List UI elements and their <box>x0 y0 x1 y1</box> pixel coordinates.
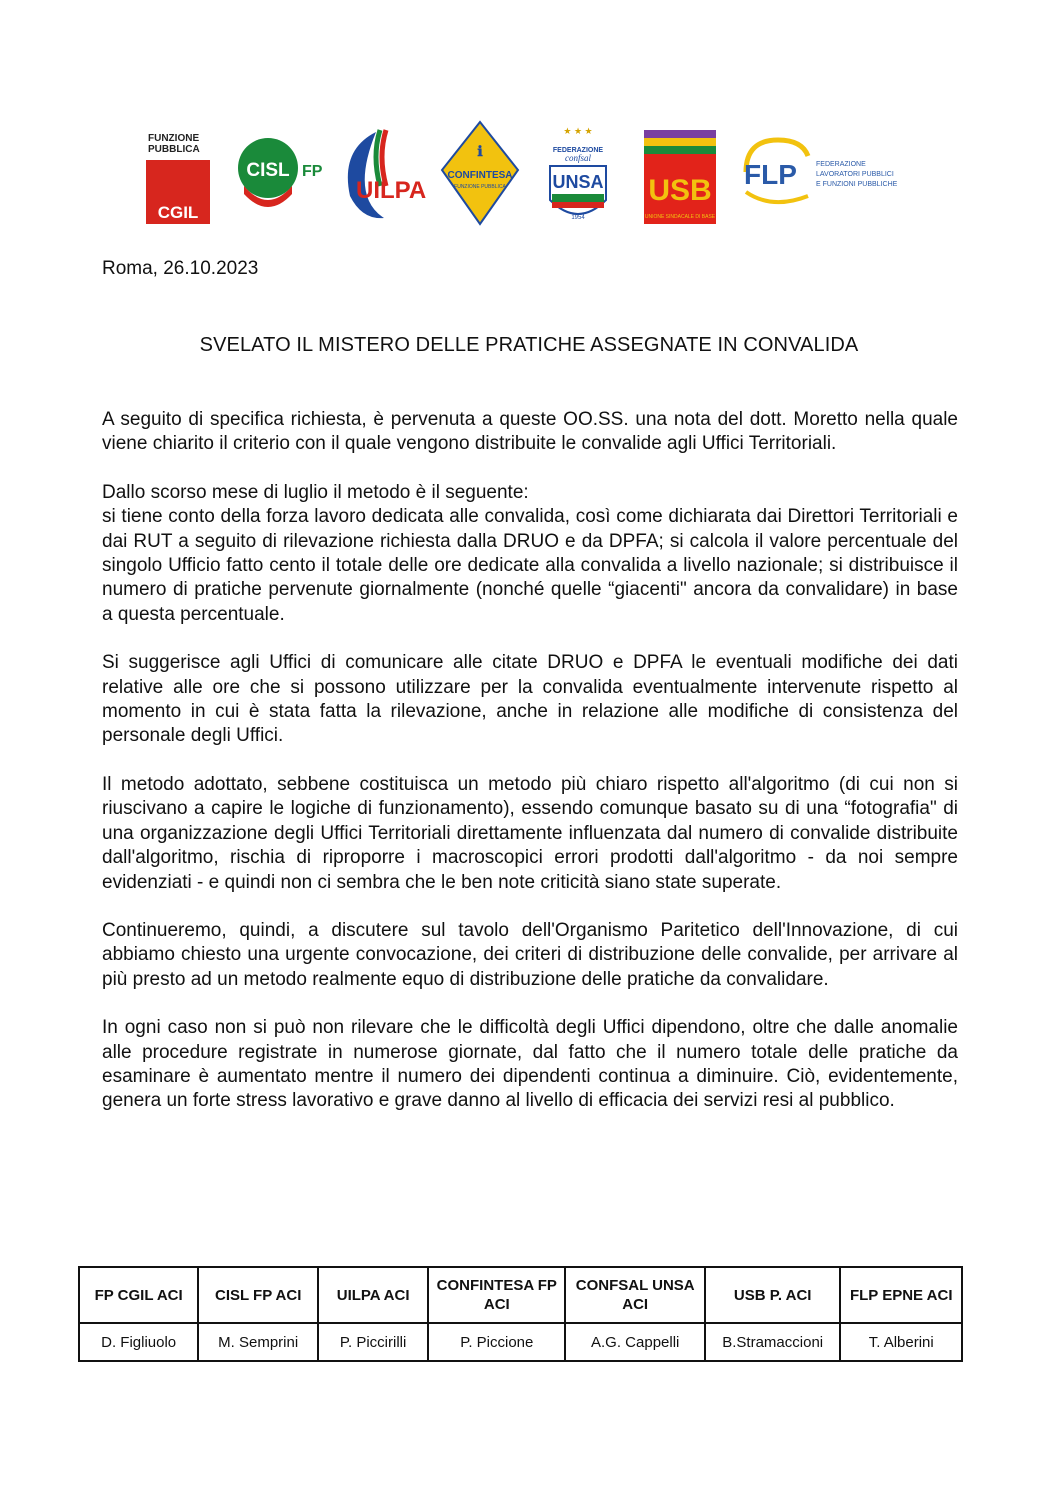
table-cell: M. Semprini <box>198 1323 318 1361</box>
signature-header-row <box>79 1267 962 1323</box>
svg-text:UILPA: UILPA <box>356 177 426 204</box>
usb-logo <box>644 130 718 226</box>
uilpa-logo <box>336 126 426 222</box>
signature-table <box>78 1266 963 1362</box>
table-cell: P. Piccirilli <box>318 1323 428 1361</box>
svg-text:CGIL: CGIL <box>157 203 199 222</box>
svg-text:LAVORATORI PUBBLICI: LAVORATORI PUBBLICI <box>816 171 894 178</box>
svg-text:FEDERAZIONE: FEDERAZIONE <box>552 147 604 154</box>
table-cell: D. Figliuolo <box>79 1323 198 1361</box>
svg-text:E FUNZIONI PUBBLICHE: E FUNZIONI PUBBLICHE <box>816 181 898 188</box>
svg-text:confsal: confsal <box>565 153 591 163</box>
table-header-cell: USB P. ACI <box>705 1267 841 1323</box>
paragraph: Continueremo, quindi, a discutere sul tavolo dell'Organismo Paritetico dell'Innovazione, di cui abbiamo chiesto una urgente convocazione, dei criteri di distribuzione delle convalide, per arrivare al più presto ad un metodo realmente equo di distribuzione delle pratiche da convalidare. <box>102 919 958 990</box>
table-header-cell: CONFSAL UNSA ACI <box>565 1267 704 1323</box>
svg-text:1954: 1954 <box>571 215 585 221</box>
svg-text:ℹ: ℹ <box>477 143 483 159</box>
svg-text:FUNZIONE PUBBLICA: FUNZIONE PUBBLICA <box>454 184 506 190</box>
svg-text:FEDERAZIONE: FEDERAZIONE <box>816 161 866 168</box>
paragraph: Il metodo adottato, sebbene costituisca un metodo più chiaro rispetto all'algoritmo (di cui non si riuscivano a capire le logiche di funzionamento), essendo comunque basato su di una “fotografia" di una organizzazione degli Uffici Territoriali direttamente influenzata dal numero di convalide distribuite dall'algoritmo, rischia di riproporre i macroscopici errori prodotti dall'algoritmo - da noi sempre evidenziati - e quindi non ci sembra che le ben note criticità siano state superate. <box>102 773 958 893</box>
table-header-cell: FP CGIL ACI <box>79 1267 198 1323</box>
svg-text:FUNZIONE: FUNZIONE <box>148 133 200 144</box>
paragraph: Dallo scorso mese di luglio il metodo è il seguente: si tiene conto della forza lavoro dedicata alle convalida, così come dichiarata dai Direttori Territoriali e dai RUT a seguito di rilevazione richiesta dalla DRUO e da DPFA; si calcola il valore percentuale del singolo Ufficio fatto cento il totale delle ore dedicate alla convalida a livello nazionale; si distribuisce il numero di pratiche pervenute giornalmente (nonché quelle “giacenti" ancora da convalidare) in base a questa percentuale. <box>102 481 958 625</box>
flp-logo <box>742 136 902 212</box>
svg-text:UNSA: UNSA <box>552 172 604 192</box>
signature-name-row <box>79 1323 962 1361</box>
table-header-cell: FLP EPNE ACI <box>840 1267 962 1323</box>
table-header-cell: CISL FP ACI <box>198 1267 318 1323</box>
logo-strip <box>146 120 906 240</box>
table-cell: P. Piccione <box>428 1323 565 1361</box>
paragraph: In ogni caso non si può non rilevare che le difficoltà degli Uffici dipendono, oltre che dalle anomalie alle procedure registrate in numerose giornate, dal fatto che il numero totale delle pratiche da esaminare è aumentato mentre il numero dei dipendenti continua a diminuire. Ciò, evidentemente, genera un forte stress lavorativo e grave danno al livello di efficacia dei servizi resi al pubblico. <box>102 1017 958 1112</box>
cisl-fp-logo <box>236 134 326 216</box>
svg-text:USB: USB <box>648 174 712 207</box>
paragraph: A seguito di specifica richiesta, è pervenuta a queste OO.SS. una nota del dott. Moretto nella quale viene chiarito il criterio con il quale vengono distribuite le convalide agli Uffici Territoriali. <box>102 409 958 455</box>
svg-text:CISL: CISL <box>246 160 290 181</box>
table-cell: A.G. Cappelli <box>565 1323 704 1361</box>
svg-text:★ ★ ★: ★ ★ ★ <box>563 126 593 136</box>
svg-text:UNIONE SINDACALE DI BASE: UNIONE SINDACALE DI BASE <box>644 214 716 220</box>
svg-text:CONFINTESA: CONFINTESA <box>447 170 513 181</box>
table-header-cell: CONFINTESA FP ACI <box>428 1267 565 1323</box>
document-date: Roma, 26.10.2023 <box>102 258 259 279</box>
svg-text:FP: FP <box>302 163 323 180</box>
table-cell: T. Alberini <box>840 1323 962 1361</box>
document-body <box>102 408 958 1138</box>
svg-text:PUBBLICA: PUBBLICA <box>148 144 200 155</box>
fp-cgil-logo <box>146 130 212 226</box>
unsa-logo <box>538 124 618 228</box>
paragraph: Si suggerisce agli Uffici di comunicare alle citate DRUO e DPFA le eventuali modifiche dei dati relative alle ore che si possono utilizzare per la convalida eventualmente intervenute rispetto al momento in cui è stata fatta la rilevazione, anche in relazione alle modifiche di consistenza del personale degli Uffici. <box>102 652 958 747</box>
table-cell: B.Stramaccioni <box>705 1323 841 1361</box>
confintesa-logo <box>440 120 520 230</box>
document-title: SVELATO IL MISTERO DELLE PRATICHE ASSEGNATE IN CONVALIDA <box>199 334 859 356</box>
table-header-cell: UILPA ACI <box>318 1267 428 1323</box>
svg-text:FLP: FLP <box>744 159 797 190</box>
